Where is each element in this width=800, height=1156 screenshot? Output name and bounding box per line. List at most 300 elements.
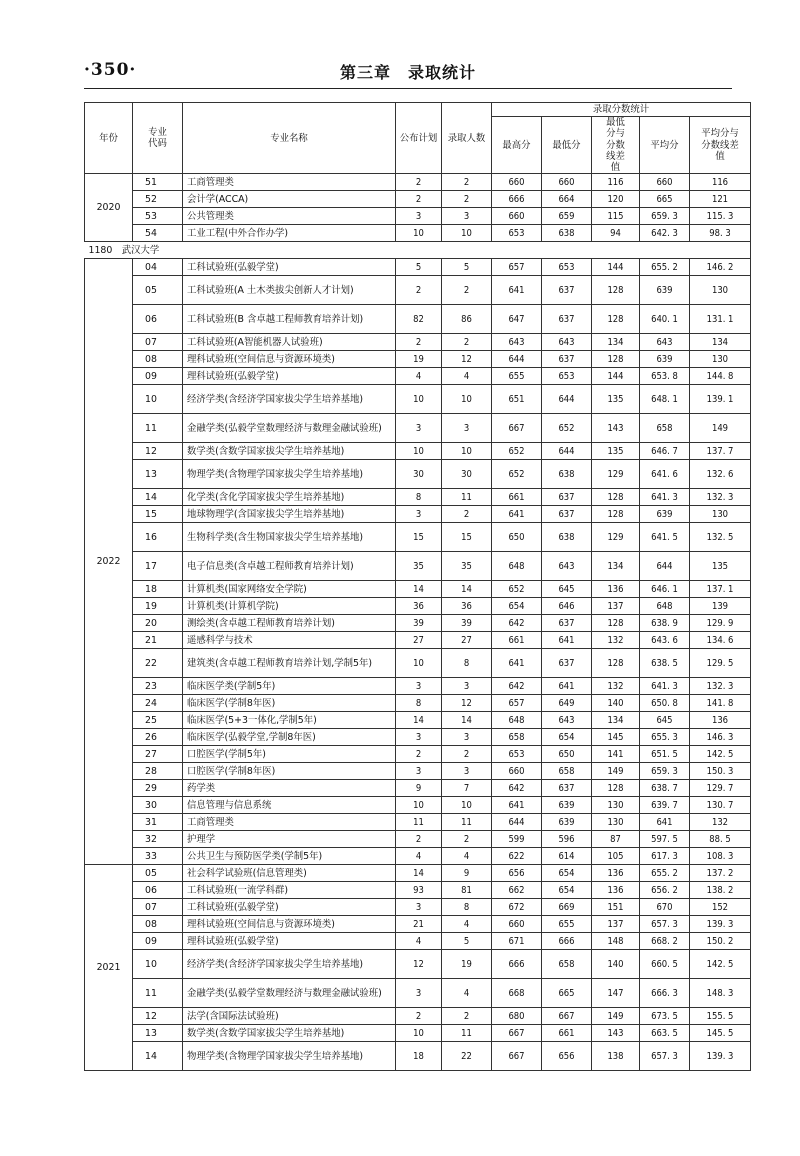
admit-cell: 3 <box>442 414 492 443</box>
avg-cell: 665 <box>640 191 690 208</box>
name-cell: 理科试验班(空间信息与资源环境类) <box>183 351 396 368</box>
admit-cell: 10 <box>442 797 492 814</box>
avg-cell: 639. 7 <box>640 797 690 814</box>
max-cell: 657 <box>492 259 542 276</box>
table-row <box>85 305 751 334</box>
code-cell: 54 <box>133 225 183 242</box>
avg-cell: 644 <box>640 552 690 581</box>
min-cell: 654 <box>542 865 592 882</box>
max-cell: 660 <box>492 208 542 225</box>
plan-cell: 2 <box>396 334 442 351</box>
plan-cell: 10 <box>396 649 442 678</box>
plan-cell: 2 <box>396 191 442 208</box>
admit-cell: 14 <box>442 581 492 598</box>
admit-cell: 8 <box>442 899 492 916</box>
admit-cell: 2 <box>442 174 492 191</box>
avg-diff-cell: 130 <box>690 351 751 368</box>
avg-diff-cell: 129. 9 <box>690 615 751 632</box>
min-diff-cell: 115 <box>592 208 640 225</box>
admit-cell: 39 <box>442 615 492 632</box>
plan-cell: 11 <box>396 814 442 831</box>
plan-cell: 2 <box>396 276 442 305</box>
name-cell: 工商管理类 <box>183 174 396 191</box>
col-avg-diff: 平均分与分数线差值 <box>690 117 751 174</box>
code-cell: 28 <box>133 763 183 780</box>
min-diff-cell: 128 <box>592 276 640 305</box>
plan-cell: 10 <box>396 385 442 414</box>
table-row <box>85 746 751 763</box>
plan-cell: 82 <box>396 305 442 334</box>
name-cell: 遥感科学与技术 <box>183 632 396 649</box>
max-cell: 667 <box>492 1025 542 1042</box>
min-cell: 667 <box>542 1008 592 1025</box>
code-cell: 25 <box>133 712 183 729</box>
name-cell: 经济学类(含经济学国家拔尖学生培养基地) <box>183 950 396 979</box>
code-cell: 07 <box>133 899 183 916</box>
min-diff-cell: 120 <box>592 191 640 208</box>
avg-cell: 655. 2 <box>640 865 690 882</box>
min-cell: 637 <box>542 615 592 632</box>
admit-cell: 86 <box>442 305 492 334</box>
code-cell: 08 <box>133 351 183 368</box>
plan-cell: 4 <box>396 368 442 385</box>
admit-cell: 22 <box>442 1042 492 1071</box>
code-cell: 16 <box>133 523 183 552</box>
code-cell: 04 <box>133 259 183 276</box>
plan-cell: 21 <box>396 916 442 933</box>
header-rule <box>84 88 732 89</box>
plan-cell: 14 <box>396 581 442 598</box>
avg-diff-cell: 139. 3 <box>690 1042 751 1071</box>
min-cell: 669 <box>542 899 592 916</box>
min-cell: 614 <box>542 848 592 865</box>
table-row <box>85 414 751 443</box>
table-row <box>85 763 751 780</box>
avg-diff-cell: 139 <box>690 598 751 615</box>
avg-cell: 643. 6 <box>640 632 690 649</box>
table-row <box>85 865 751 882</box>
table-row <box>85 351 751 368</box>
min-diff-cell: 136 <box>592 882 640 899</box>
avg-diff-cell: 132. 6 <box>690 460 751 489</box>
avg-cell: 670 <box>640 899 690 916</box>
max-cell: 671 <box>492 933 542 950</box>
avg-diff-cell: 150. 3 <box>690 763 751 780</box>
avg-cell: 656. 2 <box>640 882 690 899</box>
min-cell: 638 <box>542 523 592 552</box>
min-diff-cell: 128 <box>592 506 640 523</box>
min-cell: 653 <box>542 259 592 276</box>
code-cell: 11 <box>133 414 183 443</box>
max-cell: 660 <box>492 916 542 933</box>
code-cell: 19 <box>133 598 183 615</box>
plan-cell: 5 <box>396 259 442 276</box>
avg-diff-cell: 146. 3 <box>690 729 751 746</box>
min-diff-cell: 143 <box>592 414 640 443</box>
avg-diff-cell: 137. 1 <box>690 581 751 598</box>
col-name: 专业名称 <box>183 103 396 174</box>
name-cell: 理科试验班(弘毅学堂) <box>183 368 396 385</box>
avg-cell: 641 <box>640 814 690 831</box>
col-admit: 录取人数 <box>442 103 492 174</box>
avg-diff-cell: 135 <box>690 552 751 581</box>
name-cell: 经济学类(含经济学国家拔尖学生培养基地) <box>183 385 396 414</box>
avg-diff-cell: 139. 3 <box>690 916 751 933</box>
university-row <box>85 242 751 259</box>
min-diff-cell: 130 <box>592 797 640 814</box>
table-row <box>85 712 751 729</box>
avg-diff-cell: 141. 8 <box>690 695 751 712</box>
avg-diff-cell: 132. 3 <box>690 489 751 506</box>
year-cell: 2020 <box>85 174 133 242</box>
min-cell: 638 <box>542 225 592 242</box>
admit-cell: 12 <box>442 695 492 712</box>
code-cell: 26 <box>133 729 183 746</box>
min-diff-cell: 132 <box>592 678 640 695</box>
avg-cell: 663. 5 <box>640 1025 690 1042</box>
admit-cell: 35 <box>442 552 492 581</box>
table-row <box>85 615 751 632</box>
avg-diff-cell: 129. 7 <box>690 780 751 797</box>
avg-diff-cell: 148. 3 <box>690 979 751 1008</box>
max-cell: 666 <box>492 950 542 979</box>
admit-cell: 3 <box>442 763 492 780</box>
name-cell: 物理学类(含物理学国家拔尖学生培养基地) <box>183 1042 396 1071</box>
admit-cell: 11 <box>442 1025 492 1042</box>
col-avg: 平均分 <box>640 117 690 174</box>
admit-cell: 2 <box>442 334 492 351</box>
name-cell: 工业工程(中外合作办学) <box>183 225 396 242</box>
avg-cell: 641. 6 <box>640 460 690 489</box>
min-diff-cell: 134 <box>592 712 640 729</box>
admit-cell: 12 <box>442 351 492 368</box>
avg-cell: 642. 3 <box>640 225 690 242</box>
avg-cell: 658 <box>640 414 690 443</box>
name-cell: 工科试验班(弘毅学堂) <box>183 259 396 276</box>
min-diff-cell: 134 <box>592 552 640 581</box>
min-cell: 644 <box>542 443 592 460</box>
name-cell: 计算机类(国家网络安全学院) <box>183 581 396 598</box>
code-cell: 10 <box>133 385 183 414</box>
code-cell: 09 <box>133 933 183 950</box>
plan-cell: 4 <box>396 848 442 865</box>
code-cell: 10 <box>133 950 183 979</box>
admission-stats-table <box>84 102 751 1071</box>
avg-cell: 639 <box>640 276 690 305</box>
max-cell: 648 <box>492 552 542 581</box>
plan-cell: 3 <box>396 763 442 780</box>
min-cell: 646 <box>542 598 592 615</box>
avg-cell: 651. 5 <box>640 746 690 763</box>
avg-cell: 666. 3 <box>640 979 690 1008</box>
code-cell: 15 <box>133 506 183 523</box>
plan-cell: 10 <box>396 443 442 460</box>
min-cell: 639 <box>542 814 592 831</box>
max-cell: 652 <box>492 443 542 460</box>
min-diff-cell: 132 <box>592 632 640 649</box>
avg-cell: 648. 1 <box>640 385 690 414</box>
min-diff-cell: 149 <box>592 763 640 780</box>
avg-cell: 646. 7 <box>640 443 690 460</box>
table-row <box>85 460 751 489</box>
avg-cell: 657. 3 <box>640 916 690 933</box>
code-cell: 09 <box>133 368 183 385</box>
min-diff-cell: 138 <box>592 1042 640 1071</box>
name-cell: 建筑类(含卓越工程师教育培养计划,学制5年) <box>183 649 396 678</box>
min-cell: 637 <box>542 780 592 797</box>
admit-cell: 2 <box>442 1008 492 1025</box>
max-cell: 667 <box>492 1042 542 1071</box>
min-cell: 637 <box>542 489 592 506</box>
plan-cell: 19 <box>396 351 442 368</box>
admit-cell: 11 <box>442 814 492 831</box>
code-cell: 52 <box>133 191 183 208</box>
avg-cell: 648 <box>640 598 690 615</box>
name-cell: 金融学类(弘毅学堂数理经济与数理金融试验班) <box>183 414 396 443</box>
plan-cell: 2 <box>396 174 442 191</box>
plan-cell: 4 <box>396 933 442 950</box>
min-cell: 652 <box>542 414 592 443</box>
avg-diff-cell: 129. 5 <box>690 649 751 678</box>
max-cell: 672 <box>492 899 542 916</box>
plan-cell: 18 <box>396 1042 442 1071</box>
name-cell: 金融学类(弘毅学堂数理经济与数理金融试验班) <box>183 979 396 1008</box>
min-diff-cell: 136 <box>592 865 640 882</box>
name-cell: 临床医学(弘毅学堂,学制8年医) <box>183 729 396 746</box>
table-row <box>85 950 751 979</box>
min-cell: 655 <box>542 916 592 933</box>
name-cell: 护理学 <box>183 831 396 848</box>
admit-cell: 81 <box>442 882 492 899</box>
code-cell: 53 <box>133 208 183 225</box>
plan-cell: 3 <box>396 208 442 225</box>
name-cell: 电子信息类(含卓越工程师教育培养计划) <box>183 552 396 581</box>
plan-cell: 14 <box>396 712 442 729</box>
name-cell: 工科试验班(弘毅学堂) <box>183 899 396 916</box>
min-cell: 641 <box>542 678 592 695</box>
avg-diff-cell: 115. 3 <box>690 208 751 225</box>
avg-cell: 659. 3 <box>640 763 690 780</box>
min-diff-cell: 128 <box>592 489 640 506</box>
admit-cell: 3 <box>442 208 492 225</box>
table-row <box>85 334 751 351</box>
code-cell: 07 <box>133 334 183 351</box>
min-diff-cell: 137 <box>592 916 640 933</box>
min-cell: 644 <box>542 385 592 414</box>
plan-cell: 39 <box>396 615 442 632</box>
avg-diff-cell: 155. 5 <box>690 1008 751 1025</box>
avg-cell: 638. 9 <box>640 615 690 632</box>
name-cell: 工科试验班(B 含卓越工程师教育培养计划) <box>183 305 396 334</box>
name-cell: 口腔医学(学制5年) <box>183 746 396 763</box>
code-cell: 27 <box>133 746 183 763</box>
max-cell: 644 <box>492 814 542 831</box>
table-row <box>85 174 751 191</box>
avg-diff-cell: 142. 5 <box>690 746 751 763</box>
admit-cell: 5 <box>442 259 492 276</box>
avg-cell: 639 <box>640 351 690 368</box>
avg-cell: 660. 5 <box>640 950 690 979</box>
avg-diff-cell: 145. 5 <box>690 1025 751 1042</box>
name-cell: 工科试验班(一流学科群) <box>183 882 396 899</box>
table-row <box>85 848 751 865</box>
plan-cell: 14 <box>396 865 442 882</box>
code-cell: 31 <box>133 814 183 831</box>
code-cell: 21 <box>133 632 183 649</box>
min-cell: 666 <box>542 933 592 950</box>
code-cell: 13 <box>133 460 183 489</box>
plan-cell: 27 <box>396 632 442 649</box>
min-diff-cell: 135 <box>592 385 640 414</box>
avg-cell: 639 <box>640 506 690 523</box>
avg-diff-cell: 146. 2 <box>690 259 751 276</box>
plan-cell: 2 <box>396 831 442 848</box>
min-cell: 658 <box>542 950 592 979</box>
admit-cell: 8 <box>442 649 492 678</box>
admit-cell: 30 <box>442 460 492 489</box>
name-cell: 工科试验班(A 土木类拔尖创新人才计划) <box>183 276 396 305</box>
code-cell: 08 <box>133 916 183 933</box>
max-cell: 657 <box>492 695 542 712</box>
min-diff-cell: 128 <box>592 615 640 632</box>
name-cell: 口腔医学(学制8年医) <box>183 763 396 780</box>
table-row <box>85 523 751 552</box>
avg-diff-cell: 137. 7 <box>690 443 751 460</box>
name-cell: 药学类 <box>183 780 396 797</box>
min-cell: 653 <box>542 368 592 385</box>
avg-cell: 641. 5 <box>640 523 690 552</box>
code-cell: 12 <box>133 1008 183 1025</box>
table-row <box>85 443 751 460</box>
code-cell: 14 <box>133 489 183 506</box>
max-cell: 667 <box>492 414 542 443</box>
min-cell: 596 <box>542 831 592 848</box>
min-cell: 650 <box>542 746 592 763</box>
avg-diff-cell: 131. 1 <box>690 305 751 334</box>
col-max: 最高分 <box>492 117 542 174</box>
plan-cell: 15 <box>396 523 442 552</box>
avg-cell: 645 <box>640 712 690 729</box>
code-cell: 30 <box>133 797 183 814</box>
max-cell: 641 <box>492 506 542 523</box>
admit-cell: 10 <box>442 443 492 460</box>
min-cell: 643 <box>542 712 592 729</box>
min-cell: 660 <box>542 174 592 191</box>
page-number: ·350· <box>84 60 137 80</box>
min-cell: 664 <box>542 191 592 208</box>
admit-cell: 4 <box>442 979 492 1008</box>
table-row <box>85 899 751 916</box>
avg-cell: 617. 3 <box>640 848 690 865</box>
avg-cell: 643 <box>640 334 690 351</box>
name-cell: 测绘类(含卓越工程师教育培养计划) <box>183 615 396 632</box>
avg-cell: 657. 3 <box>640 1042 690 1071</box>
name-cell: 地球物理学(含国家拔尖学生培养基地) <box>183 506 396 523</box>
max-cell: 662 <box>492 882 542 899</box>
table-row <box>85 259 751 276</box>
name-cell: 计算机类(计算机学院) <box>183 598 396 615</box>
admit-cell: 2 <box>442 506 492 523</box>
avg-diff-cell: 149 <box>690 414 751 443</box>
avg-cell: 638. 7 <box>640 780 690 797</box>
table-row <box>85 598 751 615</box>
min-diff-cell: 136 <box>592 581 640 598</box>
max-cell: 652 <box>492 581 542 598</box>
avg-diff-cell: 116 <box>690 174 751 191</box>
name-cell: 临床医学(5+3一体化,学制5年) <box>183 712 396 729</box>
min-cell: 661 <box>542 1025 592 1042</box>
min-cell: 637 <box>542 351 592 368</box>
max-cell: 642 <box>492 678 542 695</box>
min-diff-cell: 128 <box>592 305 640 334</box>
min-cell: 637 <box>542 276 592 305</box>
plan-cell: 2 <box>396 746 442 763</box>
table-header <box>85 103 751 174</box>
max-cell: 642 <box>492 615 542 632</box>
max-cell: 643 <box>492 334 542 351</box>
min-diff-cell: 94 <box>592 225 640 242</box>
min-cell: 654 <box>542 729 592 746</box>
chapter-title: 第三章 录取统计 <box>339 63 476 82</box>
max-cell: 680 <box>492 1008 542 1025</box>
page-header <box>84 58 732 86</box>
table-row <box>85 882 751 899</box>
min-diff-cell: 148 <box>592 933 640 950</box>
table-row <box>85 831 751 848</box>
max-cell: 658 <box>492 729 542 746</box>
plan-cell: 93 <box>396 882 442 899</box>
name-cell: 理科试验班(空间信息与资源环境类) <box>183 916 396 933</box>
code-cell: 22 <box>133 649 183 678</box>
min-diff-cell: 87 <box>592 831 640 848</box>
avg-cell: 640. 1 <box>640 305 690 334</box>
name-cell: 会计学(ACCA) <box>183 191 396 208</box>
max-cell: 648 <box>492 712 542 729</box>
max-cell: 641 <box>492 649 542 678</box>
table-row <box>85 225 751 242</box>
avg-cell: 673. 5 <box>640 1008 690 1025</box>
avg-diff-cell: 88. 5 <box>690 831 751 848</box>
plan-cell: 3 <box>396 729 442 746</box>
admit-cell: 7 <box>442 780 492 797</box>
admit-cell: 15 <box>442 523 492 552</box>
name-cell: 公共卫生与预防医学类(学制5年) <box>183 848 396 865</box>
table-row <box>85 1008 751 1025</box>
max-cell: 642 <box>492 780 542 797</box>
table-row <box>85 632 751 649</box>
min-diff-cell: 151 <box>592 899 640 916</box>
avg-cell: 653. 8 <box>640 368 690 385</box>
name-cell: 数学类(含数学国家拔尖学生培养基地) <box>183 1025 396 1042</box>
avg-diff-cell: 130 <box>690 276 751 305</box>
max-cell: 661 <box>492 632 542 649</box>
avg-diff-cell: 121 <box>690 191 751 208</box>
max-cell: 622 <box>492 848 542 865</box>
avg-diff-cell: 108. 3 <box>690 848 751 865</box>
plan-cell: 8 <box>396 489 442 506</box>
min-cell: 643 <box>542 552 592 581</box>
max-cell: 655 <box>492 368 542 385</box>
min-cell: 654 <box>542 882 592 899</box>
min-cell: 645 <box>542 581 592 598</box>
min-diff-cell: 129 <box>592 460 640 489</box>
name-cell: 社会科学试验班(信息管理类) <box>183 865 396 882</box>
min-cell: 637 <box>542 506 592 523</box>
table-row <box>85 933 751 950</box>
min-diff-cell: 144 <box>592 259 640 276</box>
table-row <box>85 1025 751 1042</box>
min-cell: 658 <box>542 763 592 780</box>
